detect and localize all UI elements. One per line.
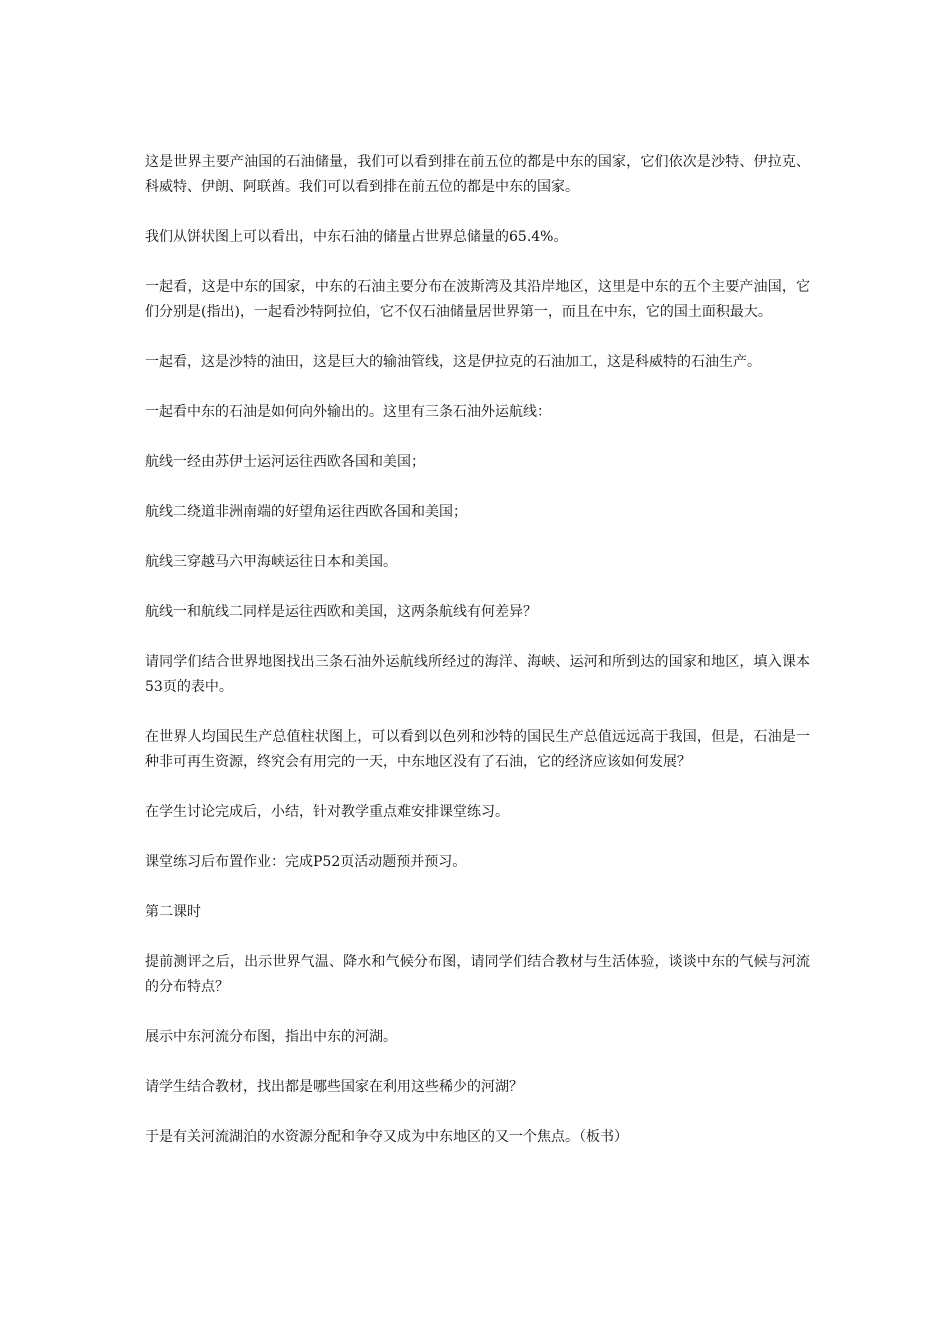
paragraph-middle-east-countries: 一起看，这是中东的国家，中东的石油主要分布在波斯湾及其沿岸地区，这里是中东的五个主要产油国，它们分别是(指出)，一起看沙特阿拉伯，它不仅石油储量居世界第一，而且在中东，它的国土面积最大。	[145, 279, 810, 320]
paragraph-water-conflict: 于是有关河流湖泊的水资源分配和争夺又成为中东地区的又一个焦点。（板书）	[145, 1129, 628, 1145]
paragraph-route-two: 航线二绕道非洲南端的好望角运往西欧各国和美国；	[145, 504, 467, 520]
paragraph-oil-fields: 一起看，这是沙特的油田，这是巨大的输油管线，这是伊拉克的石油加工，这是科威特的石油生产。	[145, 354, 761, 370]
paragraph-route-one: 航线一经由苏伊士运河运往西欧各国和美国；	[145, 454, 425, 470]
paragraph-summary: 在学生讨论完成后，小结，针对教学重点难安排课堂练习。	[145, 804, 509, 820]
paragraph-homework: 课堂练习后布置作业：完成P52页活动题预并预习。	[145, 854, 467, 870]
paragraph-export-routes: 一起看中东的石油是如何向外输出的。这里有三条石油外运航线：	[145, 404, 551, 420]
paragraph-climate: 提前测评之后，出示世界气温、降水和气候分布图，请同学们结合教材与生活体验，谈谈中东的气候与河流的分布特点？	[145, 954, 810, 995]
paragraph-gnp-chart: 在世界人均国民生产总值柱状图上，可以看到以色列和沙特的国民生产总值远远高于我国，但是，石油是一种非可再生资源，终究会有用完的一天，中东地区没有了石油，它的经济应该如何发展？	[145, 729, 810, 770]
paragraph-pie-chart: 我们从饼状图上可以看出，中东石油的储量占世界总储量的65.4%。	[145, 229, 568, 245]
paragraph-route-difference: 航线一和航线二同样是运往西欧和美国，这两条航线有何差异？	[145, 604, 537, 620]
paragraph-river-usage: 请学生结合教材，找出都是哪些国家在利用这些稀少的河湖？	[145, 1079, 523, 1095]
paragraph-route-three: 航线三穿越马六甲海峡运往日本和美国。	[145, 554, 397, 570]
document-body	[145, 150, 810, 1175]
paragraph-map-exercise: 请同学们结合世界地图找出三条石油外运航线所经过的海洋、海峡、运河和所到达的国家和地区，填入课本53页的表中。	[145, 654, 810, 695]
paragraph-oil-reserves: 这是世界主要产油国的石油储量，我们可以看到排在前五位的都是中东的国家，它们依次是沙特、伊拉克、科威特、伊朗、阿联酋。我们可以看到排在前五位的都是中东的国家。	[145, 154, 810, 195]
paragraph-river-map: 展示中东河流分布图，指出中东的河湖。	[145, 1029, 397, 1045]
section-heading-second-lesson: 第二课时	[145, 904, 201, 920]
